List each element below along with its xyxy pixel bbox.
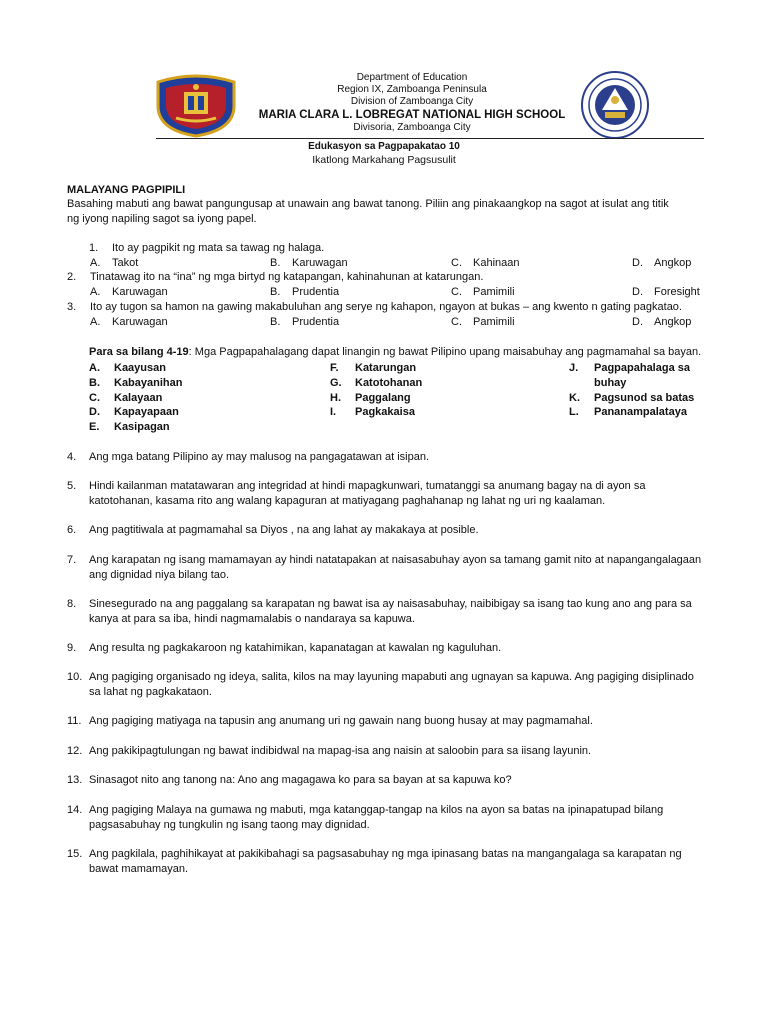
choice-i: I. Pagkakaisa [330,406,415,419]
choice-b: B. Kabayanihan [89,376,183,389]
question-text: Ito ay tugon sa hamon na gawing makabuluhan ang serye ng kahapon, ngayon at bukas – ang kwento n gating pagkatao. [90,301,682,313]
school-header [150,66,630,142]
item-10: 10. Ang pagiging organisado ng ideya, salita, kilos na may layuning mapabuti ang ugnayan sa kapuwa. Ang pagiging disiplinado sa lahat ng pagkakataon. [67,671,694,698]
choice-d: D. Kapayapaan [89,406,179,419]
choices-column-2 [330,361,422,420]
item-12: 12. Ang pakikipagtulungan ng bawat indibidwal na mapag-isa ang naisin at saloobin para sa iisang layunin. [67,745,592,757]
range-instruction [89,346,701,358]
item-7: 7. Ang karapatan ng isang mamamayan ay hindi natatapakan at naisasabuhay ayon sa tamang gamit nito at napangangalagaan ang dignidad niya bilang tao. [67,554,702,581]
question-2-options [67,286,707,300]
option-c: C. Pamimili [451,286,515,298]
question-3-options [67,316,707,330]
question-number: 3. [67,301,77,313]
choice-h: H. Paggalang [330,391,411,404]
item-13: 13. Sinasagot nito ang tanong na: Ano ang magagawa ko para sa bayan at sa kapuwa ko? [67,774,512,786]
choice-f: F. Katarungan [330,362,417,374]
option-d: D. Angkop [632,316,692,328]
choice-k: K. Pagsunod sa batas [569,391,695,404]
item-6: 6. Ang pagtitiwala at pagmamahal sa Diyos , na ang lahat ay makakaya at posible. [67,524,479,536]
choice-a: A. Kaayusan [89,362,166,374]
school-name: MARIA CLARA L. LOBREGAT NATIONAL HIGH SCHOOL [258,108,566,121]
option-b: B. Prudentia [270,316,340,328]
option-c: C. Pamimili [451,316,515,328]
item-11: 11. Ang pagiging matiyaga na tapusin ang anumang uri ng gawain nang buong husay at may pagmamahal. [67,715,593,727]
header-text [230,72,594,134]
instructions-line-1: Basahing mabuti ang bawat pangungusap at unawain ang bawat tanong. Piliin ang pinakaangkop na sagot at isulat ang titik [67,198,669,210]
choice-j-cont: buhay [594,376,627,389]
exam-title: Ikatlong Markahang Pagsusulit [312,154,456,166]
range-text: : Mga Pagpapahalagang dapat linangin ng bawat Pilipino upang maisabuhay ang pagmamahal sa bayan. [188,346,702,358]
option-c: C. Kahinaan [451,257,520,269]
question-number: 1. [89,242,99,254]
item-15: 15. Ang pagkilala, paghihikayat at pakikibahagi sa pagsasabuhay ng mga ipinasang batas na mangangalaga sa karapatan ng bawat mamamayan. [67,848,682,875]
option-d: D. Foresight [632,286,700,298]
question-1-options [67,257,707,271]
option-a: A. Karuwagan [90,316,168,328]
option-b: B. Karuwagan [270,257,348,269]
school-seal-logo [154,72,238,138]
choice-j: J. Pagpapahalaga sa [569,362,690,374]
question-text: Tinatawag ito na “ina” ng mga birtyd ng katapangan, kahinahunan at katarungan. [90,271,484,283]
department: Department of Education [356,72,468,83]
item-9: 9. Ang resulta ng pagkakaroon ng katahimikan, kapanatagan at kawalan ng kaguluhan. [67,642,502,654]
choice-e: E. Kasipagan [89,421,170,434]
question-text: Ito ay pagpikit ng mata sa tawag ng halaga. [112,242,325,254]
deped-seal-logo [580,70,650,140]
option-b: B. Prudentia [270,286,340,298]
option-a: A. Takot [90,257,139,269]
division: Division of Zamboanga City [350,96,474,108]
choice-l: L. Pananampalataya [569,406,687,419]
choice-c: C. Kalayaan [89,391,163,404]
item-4: 4. Ang mga batang Pilipino ay may malusog na pangagatawan at isipan. [67,451,430,463]
instructions [67,197,707,226]
question-number: 2. [67,271,77,283]
option-d: D. Angkop [632,257,692,269]
section-title: MALAYANG PAGPIPILI [67,184,186,196]
region: Region IX, Zamboanga Peninsula [337,84,487,96]
range-label: Para sa bilang 4-19 [89,346,189,358]
option-a: A. Karuwagan [90,286,168,298]
item-8: 8. Sinesegurado na ang paggalang sa karapatan ng bawat isa ay naisasabuhay, naibibigay sa isang tao kung ano ang para sa kanya at para sa iba, hindi nagmamalabis o nandaraya sa kapuwa. [67,598,692,625]
header-divider [156,138,704,139]
subject-title: Edukasyon sa Pagpapakatao 10 [308,141,460,152]
choices-column-1 [89,361,182,435]
item-14: 14. Ang pagiging Malaya na gumawa ng mabuti, mga katanggap-tangap na kilos na ayon sa batas na ipinapatupad bilang pagsasabuhay ng tungkulin ng isang taong may dignidad. [67,804,664,831]
choices-column-3 [569,361,694,420]
item-5: 5. Hindi kailanman matatawaran ang integridad at hindi mapagkunwari, tumatanggi sa anumang bagay na di ayon sa katotohanan, kasama rito ang walang kapaguran at matiyagang paghahanap ng lahat ng uri ng kaalaman. [67,480,646,507]
choice-g: G. Katotohanan [330,376,423,389]
school-location: Divisoria, Zamboanga City [353,121,471,133]
instructions-line-2: ng iyong napiling sagot sa iyong papel. [67,212,257,225]
